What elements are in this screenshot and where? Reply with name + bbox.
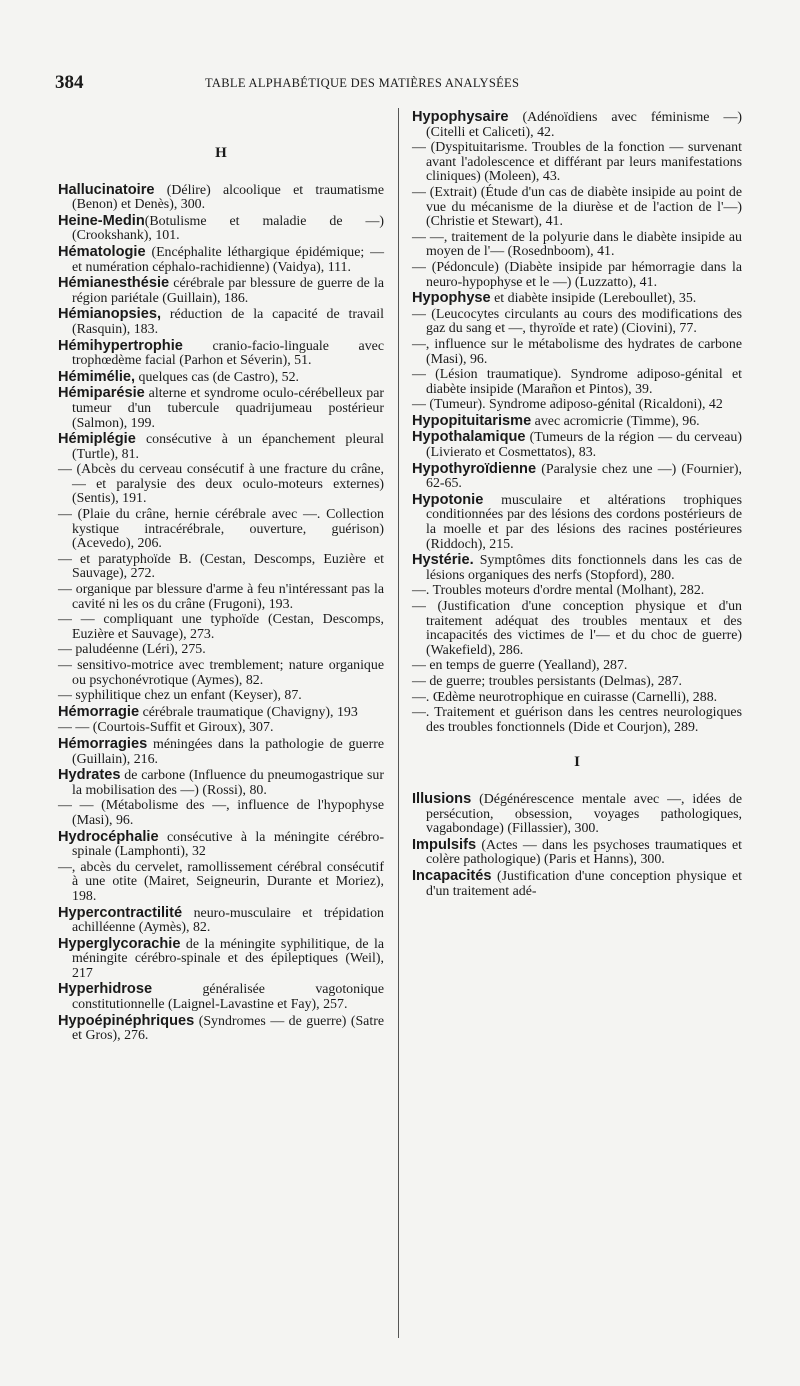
entry-text: — —, traitement de la polyurie dans le diabète insipide au moyen de l'— (Rosednboom), 41. bbox=[412, 229, 742, 260]
column-divider bbox=[398, 108, 399, 1338]
entry-text: — (Dyspituitarisme. Troubles de la fonction — survenant avant l'adolescence et différant par leurs manifestations cliniques) (Moleen), 43. bbox=[412, 140, 742, 185]
entry-text: —. Troubles moteurs d'ordre mental (Molhant), 282. bbox=[412, 583, 705, 599]
index-entry bbox=[58, 689, 384, 704]
entry-headword: Hypothalamique bbox=[412, 429, 526, 446]
entry-text: — syphilitique chez un enfant (Keyser), 87. bbox=[58, 688, 302, 704]
entry-text: —. Œdème neurotrophique en cuirasse (Carnelli), 288. bbox=[412, 689, 718, 705]
entry-headword: Hémianopsies, bbox=[58, 306, 162, 323]
entry-headword: Hyperglycorachie bbox=[58, 935, 181, 952]
entry-text: — (Lésion traumatique). Syndrome adiposo-génital et diabète insipide (Marañon et Pintos), 39. bbox=[412, 367, 742, 397]
index-entry bbox=[58, 214, 384, 244]
index-entry bbox=[412, 584, 742, 599]
right-column bbox=[412, 110, 742, 900]
entry-headword: Hydrocéphalie bbox=[58, 828, 159, 845]
entry-text: (Syndromes — de guerre) (Satre et Gros), 276. bbox=[72, 1013, 384, 1044]
index-entry bbox=[58, 643, 384, 658]
index-entry bbox=[412, 291, 742, 307]
index-entry bbox=[412, 308, 742, 337]
entry-text: — (Tumeur). Syndrome adiposo-génital (Ricaldoni), 42 bbox=[412, 397, 723, 413]
index-entry bbox=[58, 613, 384, 642]
entry-text: — (Pédoncule) (Diabète insipide par hémorragie dans la neuro-hypophyse et le —) (Luzzatto), 41. bbox=[412, 259, 742, 290]
index-entry bbox=[58, 339, 384, 369]
entry-headword: Hypophyse bbox=[412, 290, 491, 307]
entry-text: — (Abcès du cerveau consécutif à une fracture du crâne, — et paralysie des deux oculo-moteurs externes) (Sentis), 191. bbox=[58, 462, 384, 507]
right-entries-i-list bbox=[412, 792, 742, 899]
entry-headword: Hémiplégie bbox=[58, 431, 136, 448]
entry-text: — (Plaie du crâne, hernie cérébrale avec —. Collection kystique intracérébrale, ouverture, guérison) (Acevedo), 206. bbox=[58, 507, 384, 552]
index-entry bbox=[412, 869, 742, 899]
entry-headword: Illusions bbox=[412, 790, 472, 807]
index-entry bbox=[412, 659, 742, 674]
entry-text: (Adénoïdiens avec féminisme —) (Citelli et Caliceti), 42. bbox=[426, 110, 742, 140]
index-entry bbox=[412, 414, 742, 430]
entry-text: — — (Métabolisme des —, influence de l'hypophyse (Masi), 96. bbox=[58, 798, 384, 828]
entry-text: — (Justification d'une conception physique et d'un traitement adéquat des troubles mentaux et des incapacités des victimes de l'— et du choc de guerre) (Wakefield), 286. bbox=[412, 599, 742, 658]
entry-text: cérébrale par blessure de guerre de la région pariétale (Guillain), 186. bbox=[72, 276, 384, 306]
index-entry bbox=[412, 792, 742, 837]
entry-headword: Hypopituitarisme bbox=[412, 412, 532, 429]
index-entry bbox=[58, 830, 384, 860]
entry-headword: Impulsifs bbox=[412, 836, 477, 853]
entry-text: généralisée vagotonique constitutionnelle (Laignel-Lavastine et Fay), 257. bbox=[72, 982, 384, 1013]
index-entry bbox=[58, 768, 384, 798]
index-entry bbox=[412, 691, 742, 706]
entry-headword: Hystérie. bbox=[412, 552, 474, 569]
index-entry bbox=[58, 705, 384, 721]
entry-text: Symptômes dits fonctionnels dans les cas de lésions organiques des nerfs (Stopford), 280. bbox=[426, 553, 742, 583]
entry-text: consécutive à la méningite cérébro-spinale (Lamphonti), 32 bbox=[72, 829, 384, 860]
index-entry bbox=[412, 231, 742, 260]
entry-text: — sensitivo-motrice avec tremblement; nature organique ou psychonévrotique (Aymes), 82. bbox=[58, 658, 384, 688]
entry-headword: Hypotonie bbox=[412, 491, 484, 508]
entry-text: cérébrale traumatique (Chavigny), 193 bbox=[139, 704, 358, 720]
entry-text: — et paratyphoïde B. (Cestan, Descomps, Euzière et Sauvage), 272. bbox=[58, 551, 384, 582]
index-entry bbox=[58, 982, 384, 1012]
index-entry bbox=[58, 861, 384, 905]
entry-headword: Hémiparésie bbox=[58, 385, 145, 402]
entry-text: musculaire et altérations trophiques conditionnées par des lésions des cordons postérieurs de la moelle et par des lésions des racines postérieures (Riddoch), 215. bbox=[426, 492, 742, 552]
entry-text: —, abcès du cervelet, ramollissement cérébral consécutif à une otite (Mairet, Seigneurin, Durante et Moriez), 198. bbox=[58, 859, 384, 904]
index-entry bbox=[412, 186, 742, 230]
index-entry bbox=[412, 141, 742, 185]
entry-text: — de guerre; troubles persistants (Delmas), 287. bbox=[412, 673, 683, 689]
entry-text: neuro-musculaire et trépidation achilléenne (Aymès), 82. bbox=[72, 905, 384, 936]
entry-text: (Actes — dans les psychoses traumatiques et colère pathologique) (Paris et Hanns), 300. bbox=[426, 837, 742, 868]
entry-text: —. Traitement et guérison dans les centres neurologiques des troubles fonctionnels (Dide et Courjon), 289. bbox=[412, 705, 742, 735]
entry-text: — en temps de guerre (Yealland), 287. bbox=[412, 658, 628, 674]
entry-headword: Hémihypertrophie bbox=[58, 337, 183, 354]
index-entry bbox=[58, 463, 384, 507]
index-entry bbox=[58, 937, 384, 982]
index-entry bbox=[58, 553, 384, 582]
entry-headword: Hémimélie, bbox=[58, 368, 136, 385]
entry-headword: Hyperhidrose bbox=[58, 981, 153, 998]
left-column bbox=[58, 110, 384, 1045]
index-entry bbox=[412, 493, 742, 552]
index-entry bbox=[412, 553, 742, 583]
entry-text: — organique par blessure d'arme à feu n'intéressant pas la cavité ni les os du crâne (Frugoni), 193. bbox=[58, 582, 384, 612]
index-entry bbox=[412, 338, 742, 367]
entry-text: — (Extrait) (Étude d'un cas de diabète insipide au point de vue du mécanisme de la diurèse et de l'action de l'—) (Christie et Stewart), 41. bbox=[412, 184, 742, 230]
index-entry bbox=[58, 183, 384, 213]
entry-text: —, influence sur le métabolisme des hydrates de carbone (Masi), 96. bbox=[412, 336, 742, 367]
entry-text: cranio-facio-linguale avec trophœdème facial (Parhon et Séverin), 51. bbox=[72, 338, 384, 369]
entry-text: (Botulisme et maladie de —) (Crookshank), 101. bbox=[72, 213, 384, 244]
index-entry bbox=[412, 261, 742, 290]
entry-text: — (Leucocytes circulants au cours des modifications des gaz du sang et —, thyroïde et rate) (Ciovini), 77. bbox=[412, 306, 742, 337]
entry-text: de carbone (Influence du pneumogastrique sur la mobilisation des —) (Rossi), 80. bbox=[72, 768, 384, 798]
index-entry bbox=[412, 600, 742, 658]
entry-text: — — (Courtois-Suffit et Giroux), 307. bbox=[58, 720, 274, 736]
entry-text: (Justification d'une conception physique et d'un traitement adé- bbox=[426, 868, 742, 899]
index-entry bbox=[58, 583, 384, 612]
entry-headword: Hématologie bbox=[58, 243, 146, 260]
page-number: 384 bbox=[55, 72, 84, 93]
entry-text: quelques cas (de Castro), 52. bbox=[135, 369, 300, 385]
entry-headword: Hémorragies bbox=[58, 735, 148, 752]
index-entry bbox=[412, 675, 742, 690]
entry-headword: Heine-Medin bbox=[58, 212, 145, 229]
index-entry bbox=[58, 1014, 384, 1044]
section-letter-h: H bbox=[215, 145, 227, 161]
entry-headword: Hémianesthésie bbox=[58, 275, 170, 292]
entry-text: — paludéenne (Léri), 275. bbox=[58, 642, 206, 658]
entry-headword: Hypothyroïdienne bbox=[412, 460, 537, 477]
entry-headword: Incapacités bbox=[412, 867, 492, 884]
entry-text: avec acromicrie (Timme), 96. bbox=[531, 413, 700, 429]
entry-headword: Hydrates bbox=[58, 767, 121, 784]
entry-headword: Hypercontractilité bbox=[58, 904, 183, 921]
index-entry bbox=[412, 368, 742, 397]
entry-headword: Hypophysaire bbox=[412, 109, 509, 125]
index-entry bbox=[412, 430, 742, 460]
index-entry bbox=[58, 245, 384, 275]
index-entry bbox=[412, 110, 742, 140]
index-entry bbox=[58, 386, 384, 431]
running-title: TABLE ALPHABÉTIQUE DES MATIÈRES ANALYSÉES bbox=[205, 76, 520, 90]
index-entry bbox=[58, 508, 384, 552]
index-entry bbox=[412, 838, 742, 868]
section-letter-i: I bbox=[574, 754, 580, 771]
index-entry bbox=[412, 706, 742, 735]
entry-headword: Hypoépinéphriques bbox=[58, 1012, 195, 1029]
entry-text: (Paralysie chez une —) (Fournier), 62-65. bbox=[426, 461, 742, 492]
entry-text: (Encéphalite léthargique épidémique; — et numération céphalo-rachidienne) (Vaidya), 111. bbox=[72, 244, 384, 275]
index-entry bbox=[58, 737, 384, 767]
entry-text: — — compliquant une typhoïde (Cestan, Descomps, Euzière et Sauvage), 273. bbox=[58, 612, 384, 642]
page-header bbox=[55, 72, 760, 96]
entry-text: réduction de la capacité de travail (Rasquin), 183. bbox=[72, 307, 384, 337]
index-entry bbox=[412, 398, 742, 413]
entry-text: alterne et syndrome oculo-cérébelleux par tumeur d'un tubercule quadrijumeau postérieur (Salmon), 199. bbox=[72, 386, 384, 431]
index-entry bbox=[58, 799, 384, 828]
index-entry bbox=[58, 370, 384, 386]
entry-text: (Dégénérescence mentale avec —, idées de persécution, obsession, voyages pathologiques, vagabondage) (Fillassier), 300. bbox=[426, 791, 742, 837]
index-entry bbox=[58, 659, 384, 688]
entry-text: (Délire) alcoolique et traumatisme (Benon) et Denès), 300. bbox=[72, 182, 384, 213]
entry-text: de la méningite syphilitique, de la méningite cérébro-spinale et des épileptiques (Weil), 217 bbox=[72, 936, 384, 981]
entry-text: consécutive à un épanchement pleural (Turtle), 81. bbox=[72, 432, 384, 462]
right-entries-h-list bbox=[412, 110, 742, 735]
index-entry bbox=[58, 276, 384, 306]
index-entry bbox=[58, 307, 384, 337]
index-entry bbox=[58, 721, 384, 736]
entry-text: méningées dans la pathologie de guerre (Guillain), 216. bbox=[72, 736, 384, 767]
index-entry bbox=[58, 432, 384, 462]
index-entry bbox=[412, 462, 742, 492]
index-entry bbox=[58, 906, 384, 936]
entry-headword: Hallucinatoire bbox=[58, 181, 155, 198]
entry-text: et diabète insipide (Lereboullet), 35. bbox=[490, 291, 697, 307]
left-entries-list bbox=[58, 183, 384, 1044]
entry-headword: Hémorragie bbox=[58, 703, 140, 720]
entry-text: (Tumeurs de la région — du cerveau) (Livierato et Cosmettatos), 83. bbox=[426, 430, 742, 461]
